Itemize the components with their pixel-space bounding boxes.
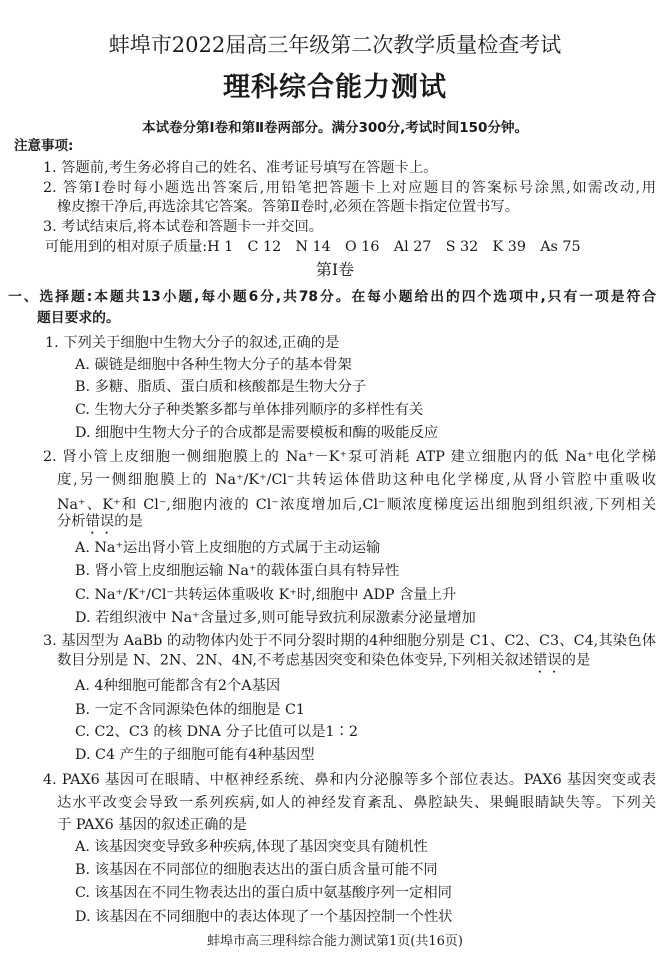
question-stem: 3. 基因型为 AaBb 的动物体内处于不同分裂时期的4种细胞分别是 C1、C2、C3、C4,其染色体 [43, 633, 656, 649]
question-stem-cont [57, 513, 143, 538]
atomic-masses: 可能用到的相对原子质量:H 1 C 12 N 14 O 16 Al 27 S 32 K 39 As 75 [45, 239, 581, 255]
question-stem: 1. 下列关于细胞中生物大分子的叙述,正确的是 [45, 335, 340, 351]
option-b: B. 一定不含同源染色体的细胞是 C1 [75, 702, 306, 718]
section-title: 第Ⅰ卷 [315, 260, 355, 279]
option-a: A. Na⁺运出肾小管上皮细胞的方式属于主动运输 [75, 540, 381, 556]
option-c: C. 生物大分子种类繁多都与单体排列顺序的多样性有关 [75, 402, 424, 418]
note-item-1: 1. 答题前,考生务必将自己的姓名、准考证号填写在答题卡上。 [43, 160, 438, 176]
question-stem-cont: 于 PAX6 基因的叙述正确的是 [57, 817, 247, 833]
option-d: D. 细胞中生物大分子的合成都是需要模板和酶的吸能反应 [75, 425, 439, 441]
option-a: A. 4种细胞可能都含有2个A基因 [75, 678, 281, 694]
emphasis-text: 错误 [533, 652, 562, 669]
option-b: B. 该基因在不同部位的细胞表达出的蛋白质含量可能不同 [75, 862, 438, 878]
exam-title: 蚌埠市2022届高三年级第二次教学质量检查考试 [108, 33, 562, 57]
option-c: C. 该基因在不同生物表达出的蛋白质中氨基酸序列一定相同 [75, 885, 452, 901]
question-stem-cont: 度,另一侧细胞膜上的 Na⁺/K⁺/Cl⁻共转运体借助这种电化学梯度,从肾小管腔中重吸收 [57, 472, 656, 488]
question-stem: 2. 肾小管上皮细胞一侧细胞膜上的 Na⁺－K⁺泵可消耗 ATP 建立细胞内的低 Na⁺电化学梯 [43, 449, 656, 465]
option-b: B. 肾小管上皮细胞运输 Na⁺的载体蛋白具有特异性 [75, 563, 400, 579]
note-item-2: 2. 答第Ⅰ卷时每小题选出答案后,用铅笔把答题卡上对应题目的答案标号涂黑,如需改动,用 [43, 180, 656, 196]
note-item-3: 3. 考试结束后,将本试卷和答题卡一并交回。 [43, 219, 324, 235]
option-b: B. 多糖、脂质、蛋白质和核酸都是生物大分子 [75, 379, 367, 395]
stem-text: 数目分别是 N、2N、2N、4N,不考虑基因突变和染色体变异,下列相关叙述 [57, 652, 534, 669]
note-item-2-cont: 橡皮擦干净后,再选涂其它答案。答第Ⅱ卷时,必须在答题卡指定位置书写。 [57, 199, 520, 215]
option-c: C. Na⁺/K⁺/Cl⁻共转运体重吸收 K⁺时,细胞中 ADP 含量上升 [75, 587, 457, 603]
stem-text: 的是 [114, 513, 143, 530]
exam-summary: 本试卷分第Ⅰ卷和第Ⅱ卷两部分。满分300分,考试时间150分钟。 [142, 120, 528, 136]
page-footer: 蚌埠市高三理科综合能力测试第1页(共16页) [207, 934, 463, 949]
option-a: A. 碳链是细胞中各种生物大分子的基本骨架 [75, 357, 352, 373]
option-c: C. C2、C3 的核 DNA 分子比值可以是1∶2 [75, 724, 358, 740]
option-a: A. 该基因突变导致多种疾病,体现了基因突变具有随机性 [75, 839, 428, 855]
notes-heading: 注意事项: [14, 138, 74, 154]
option-d: D. 该基因在不同细胞中的表达体现了一个基因控制一个性状 [75, 909, 453, 925]
exam-subtitle: 理科综合能力测试 [223, 72, 447, 103]
emphasis-text: 错误 [85, 513, 115, 530]
stem-text: 分析 [57, 513, 86, 530]
question-stem-cont [57, 652, 590, 677]
option-d: D. C4 产生的子细胞可能有4种基因型 [75, 747, 315, 763]
option-d: D. 若组织液中 Na⁺含量过多,则可能导致抗利尿激素分泌量增加 [75, 610, 476, 626]
question-stem: 4. PAX6 基因可在眼睛、中枢神经系统、鼻和内分泌腺等多个部位表达。PAX6 基因突变或表 [43, 772, 656, 788]
section-instructions-cont: 题目要求的。 [37, 310, 120, 326]
question-stem-cont: Na⁺、K⁺和 Cl⁻,细胞内液的 Cl⁻浓度增加后,Cl⁻顺浓度梯度运出细胞到组织液,下列相关 [57, 497, 656, 513]
question-stem-cont: 达水平改变会导致一系列疾病,如人的神经发育紊乱、鼻腔缺失、果蝇眼睛缺失等。下列关 [57, 795, 656, 811]
stem-text: 的是 [561, 652, 591, 669]
section-instructions: 一、选择题:本题共13小题,每小题6分,共78分。在每小题给出的四个选项中,只有一项是符合 [8, 289, 656, 305]
